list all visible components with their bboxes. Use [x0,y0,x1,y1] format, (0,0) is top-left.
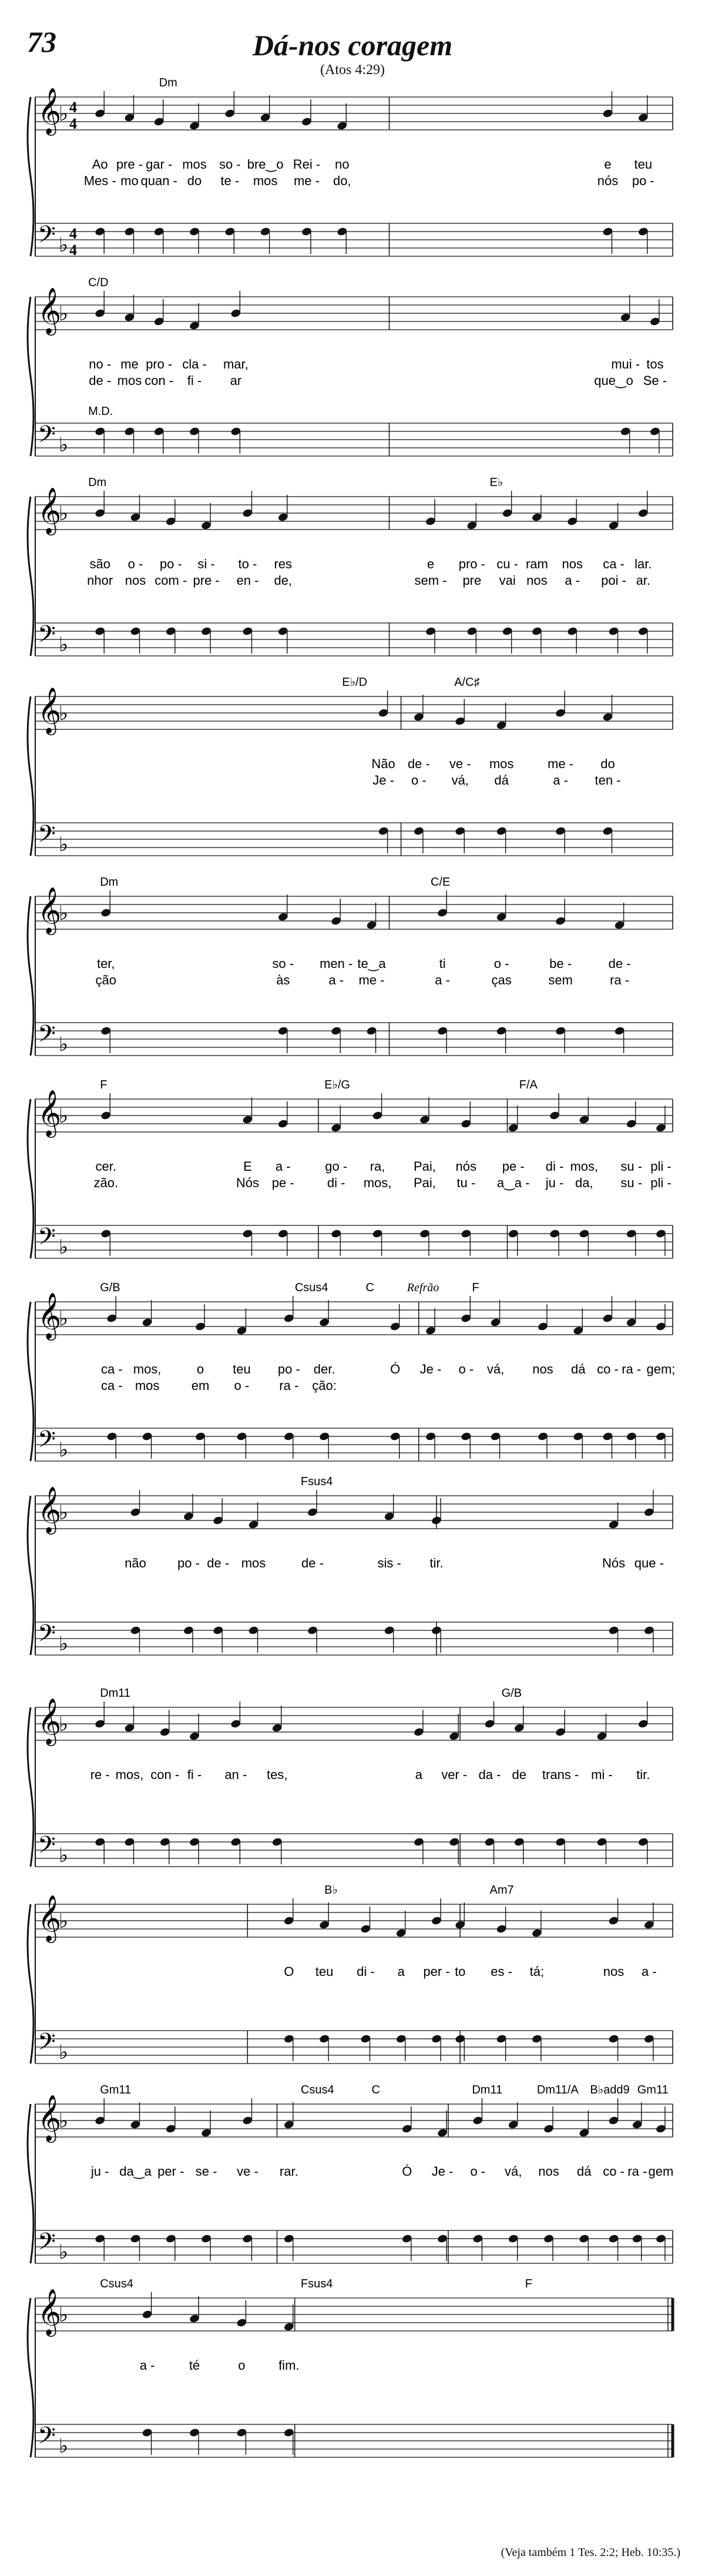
bass-clef: 𝄢 [38,2423,56,2454]
lyric-syllable-verse2: po - [632,173,654,188]
system-bracket [28,696,33,856]
lyric-syllable: to [455,1964,466,1979]
lyric-syllable: a - [275,1159,291,1174]
lyric-syllable: tir. [429,1556,444,1570]
lyric-syllable-verse2: mos, [363,1175,392,1190]
lyric-syllable: ter, [96,956,115,971]
lyric-syllable-verse2: mos [253,173,278,188]
key-signature-flat: ♭ [59,834,69,856]
key-signature-flat: ♭ [59,1106,69,1127]
lyric-syllable: de - [407,756,430,771]
music-system [28,676,673,856]
lyric-syllable: me - [548,756,574,771]
lyric-syllable: o - [127,557,143,571]
lyric-syllable-verse2: con - [145,373,174,388]
lyric-syllable: con - [150,1767,180,1782]
treble-clef: 𝄞 [38,1090,62,1135]
lyric-syllable: es - [491,1964,512,1979]
lyric-syllable: ra - [627,2164,647,2179]
lyric-syllable: Pai, [413,1159,436,1174]
lyric-syllable: cla - [182,357,207,371]
lyric-syllable-verse2: em [191,1378,210,1393]
chord-symbol: C/E [431,876,451,889]
lyric-syllable: teu [233,1362,251,1376]
music-system [28,1475,673,1655]
key-signature-flat: ♭ [59,1714,69,1736]
time-signature: 4 [69,225,77,242]
lyric-syllable: teu [315,1964,334,1979]
lyric-syllable-verse2: nhor [87,573,113,588]
lyric-syllable: de - [301,1556,324,1570]
lyric-syllable: a - [139,2358,155,2373]
chord-symbol: F [472,1281,479,1294]
lyric-syllable: Je - [431,2164,454,2179]
lyric-syllable: gar - [146,157,173,172]
lyric-syllable: nos [562,557,583,571]
bass-clef: 𝄢 [38,2029,56,2061]
lyric-syllable: Ó [402,2164,412,2179]
footnote: (Veja também 1 Tes. 2:2; Heb. 10:35.) [501,2546,680,2559]
lyric-syllable: so - [272,956,294,971]
bass-clef: 𝄢 [38,422,56,453]
lyric-syllable-verse2: me - [358,973,385,987]
lyric-syllable-verse2: mos [135,1378,160,1393]
refrain-marker: Refrão [407,1281,439,1294]
lyric-syllable: di - [357,1964,375,1979]
bass-clef: 𝄢 [38,1833,56,1864]
lyric-syllable: go - [325,1159,348,1174]
lyric-syllable-verse2: quan - [140,173,177,188]
chord-symbol: G/B [100,1281,120,1294]
time-signature: 4 [69,242,77,259]
lyric-syllable-verse2: tu - [456,1175,476,1190]
key-signature-flat: ♭ [59,2042,69,2064]
lyric-syllable: co - [597,1362,619,1376]
key-signature-flat: ♭ [59,2304,69,2326]
key-signature-flat: ♭ [59,1502,69,1524]
lyric-syllable: tá; [529,1964,545,1979]
bass-clef: 𝄢 [38,222,56,253]
lyric-syllable-verse2: a - [553,773,568,788]
lyric-syllable-verse2: ças [491,973,512,987]
treble-clef: 𝄞 [38,1895,62,1940]
lyric-syllable: E [243,1159,252,1174]
lyric-syllable: per - [423,1964,450,1979]
chord-symbol: F/A [519,1078,538,1091]
chord-symbol: Dm [100,876,119,889]
chord-symbol: A/C♯ [454,676,480,689]
bass-clef: 𝄢 [38,622,56,653]
chord-symbol: Dm [159,76,177,89]
lyric-syllable: men - [320,956,353,971]
scripture-reference: (Atos 4:29) [320,62,385,78]
system-bracket [28,1707,33,1867]
key-signature-flat: ♭ [59,235,69,256]
chord-symbol: C [365,1281,374,1294]
treble-clef: 𝄞 [38,488,62,532]
music-system [28,876,673,1056]
right-hand-marker: M.D. [88,405,113,418]
lyric-syllable: da‿a [119,2164,152,2179]
lyric-syllable: o - [494,956,509,971]
lyric-syllable: teu [634,157,653,172]
lyric-syllable: dá [571,1362,586,1376]
lyric-syllable-verse2: nos [125,573,146,588]
time-signature: 4 [69,99,77,116]
lyric-syllable-verse2: a - [328,973,344,987]
lyric-syllable: mi - [591,1767,613,1782]
lyric-syllable-verse2: sem - [414,573,447,588]
chord-symbol: C [371,2083,380,2096]
chord-symbol: Fsus4 [300,2277,333,2290]
lyric-syllable-verse2: pre - [193,573,220,588]
lyric-syllable-verse2: da, [575,1175,593,1190]
key-signature-flat: ♭ [59,503,69,525]
lyric-syllable-verse2: ra - [610,973,630,987]
lyric-syllable: do [600,756,615,771]
lyric-syllable: o - [458,1362,474,1376]
lyric-syllable: to - [238,557,257,571]
key-signature-flat: ♭ [59,2242,69,2263]
lyric-syllable: no - [89,357,112,371]
treble-clef: 𝄞 [38,1293,62,1338]
key-signature-flat: ♭ [59,2436,69,2457]
lyric-syllable: re - [90,1767,110,1782]
lyric-syllable-verse2: Nós [236,1175,260,1190]
lyric-syllable-verse2: zão. [93,1175,119,1190]
lyric-syllable-verse2: me - [293,173,320,188]
treble-clef: 𝄞 [38,88,62,133]
lyric-syllable: pro - [146,357,173,371]
system-bracket [28,1904,33,2064]
lyric-syllable: so - [219,157,241,172]
music-system [28,1687,673,1867]
lyric-syllable: ram [525,557,548,571]
lyric-syllable: té [189,2358,200,2373]
lyric-syllable: nos [603,1964,625,1979]
treble-clef: 𝄞 [38,887,62,932]
key-signature-flat: ♭ [59,103,69,125]
bass-clef: 𝄢 [38,2229,56,2260]
lyric-syllable: lar. [634,557,652,571]
lyric-syllable-verse2: Pai, [413,1175,436,1190]
lyric-syllable-verse2: pe - [271,1175,294,1190]
lyric-syllable: si - [197,557,215,571]
treble-clef: 𝄞 [38,688,62,732]
lyric-syllable: ve - [237,2164,258,2179]
lyric-syllable: fim. [278,2358,300,2373]
chord-symbol: Dm11 [100,1687,131,1700]
lyric-syllable: nos [538,2164,559,2179]
key-signature-flat: ♭ [59,1439,69,1461]
lyric-syllable: ju - [90,2164,109,2179]
lyric-syllable-verse2: pli - [650,1175,672,1190]
lyric-syllable-verse2: sem [548,973,573,987]
lyric-syllable: Nós [602,1556,626,1570]
lyric-syllable-verse2: o - [411,773,427,788]
lyric-syllable: di - [545,1159,564,1174]
lyric-syllable: te‿a [357,956,386,971]
lyric-syllable-verse2: mos [117,373,142,388]
lyric-syllable: fi - [187,1767,202,1782]
lyric-syllable: dá [577,2164,592,2179]
treble-clef: 𝄞 [38,288,62,333]
lyric-syllable-verse2: ção: [312,1378,337,1393]
lyric-syllable: der. [313,1362,335,1376]
lyric-syllable: ra, [370,1159,385,1174]
bass-clef: 𝄢 [38,1021,56,1053]
song-title: Dá-nos coragem [252,29,453,62]
key-signature-flat: ♭ [59,1308,69,1330]
bass-clef: 𝄢 [38,1621,56,1652]
key-signature-flat: ♭ [59,434,69,456]
lyric-syllable: nós [455,1159,477,1174]
system-bracket [28,2298,33,2457]
lyric-syllable: co - [603,2164,625,2179]
lyric-syllable: me [120,357,139,371]
lyric-syllable: pro - [458,557,485,571]
key-signature-flat: ♭ [59,1911,69,1932]
lyric-syllable: mos [241,1556,266,1570]
lyric-syllable: ca - [603,557,625,571]
time-signature: 4 [69,115,77,132]
lyric-syllable-verse2: com - [155,573,187,588]
chord-symbol: Csus4 [294,1281,328,1294]
lyric-syllable: de [512,1767,526,1782]
key-signature-flat: ♭ [59,303,69,325]
lyric-syllable-verse2: Mes - [83,173,116,188]
lyric-syllable-verse2: en - [236,573,259,588]
lyric-syllable: mos [489,756,514,771]
lyric-syllable: mos, [133,1362,162,1376]
lyric-syllable: O [284,1964,294,1979]
lyric-syllable: mos, [570,1159,599,1174]
lyric-syllable: nos [532,1362,553,1376]
lyric-syllable: Je - [419,1362,442,1376]
lyric-syllable-verse2: ten - [595,773,621,788]
lyric-syllable: sis - [377,1556,401,1570]
lyric-syllable: da - [478,1767,501,1782]
lyric-syllable: Ó [390,1362,401,1376]
lyric-syllable: o [238,2358,246,2373]
lyric-syllable: be - [549,956,572,971]
lyric-syllable-verse2: mo [120,173,139,188]
chord-symbol: E♭/D [342,676,368,689]
lyric-syllable: su - [620,1159,643,1174]
chord-symbol: Csus4 [300,2083,334,2096]
lyric-syllable-verse2: o - [234,1378,250,1393]
system-bracket [28,1496,33,1655]
lyric-syllable: ve - [449,756,471,771]
music-system [28,2277,673,2457]
music-system [28,76,673,256]
chord-symbol: B♭ [324,1884,338,1897]
lyric-syllable: não [125,1556,146,1570]
music-system [28,1078,673,1258]
music-system [28,276,673,456]
lyric-syllable-verse2: a - [565,573,580,588]
lyric-syllable: tos [646,357,664,371]
music-system [28,476,673,656]
lyric-syllable: pre - [116,157,143,172]
lyric-syllable: vá, [505,2164,522,2179]
lyric-syllable: mos [182,157,207,172]
lyric-syllable: cu - [496,557,518,571]
lyric-syllable: o - [470,2164,486,2179]
chord-symbol: Am7 [489,1884,514,1897]
chord-symbol: Dm [88,476,107,489]
lyric-syllable: trans - [542,1767,579,1782]
treble-clef: 𝄞 [38,1699,62,1743]
key-signature-flat: ♭ [59,1034,69,1056]
chord-symbol: Csus4 [100,2277,133,2290]
lyric-syllable-verse2: poi - [601,573,626,588]
lyric-syllable: gem [648,2164,674,2179]
bass-clef: 𝄢 [38,1224,56,1255]
lyric-syllable-verse2: nos [526,573,548,588]
chord-symbol: G/B [501,1687,522,1700]
treble-clef: 𝄞 [38,1487,62,1532]
lyric-syllable-verse2: vai [499,573,516,588]
lyric-syllable: rar. [279,2164,298,2179]
lyric-syllable: o [196,1362,204,1376]
lyric-syllable: pe - [502,1159,525,1174]
lyric-syllable: se - [195,2164,217,2179]
chord-symbol: Dm11 [472,2083,503,2096]
key-signature-flat: ♭ [59,1237,69,1258]
lyric-syllable: tir. [636,1767,650,1782]
lyric-syllable: mar, [223,357,249,371]
lyric-syllable: mui - [611,357,640,371]
music-system [28,1884,673,2064]
lyric-syllable: a [397,1964,405,1979]
song-number: 73 [27,25,56,58]
system-bracket [28,1302,33,1461]
chord-symbol: F [100,1078,108,1091]
lyric-syllable: Não [371,756,395,771]
lyric-syllable-verse2: de - [89,373,112,388]
key-signature-flat: ♭ [59,903,69,924]
chord-symbol: Gm11 [637,2083,669,2096]
lyric-syllable: ca - [100,1362,123,1376]
lyric-syllable: de - [608,956,631,971]
lyric-syllable-verse2: às [276,973,290,987]
lyric-syllable: mos, [115,1767,144,1782]
lyric-syllable-verse2: fi - [187,373,202,388]
lyric-syllable: de - [207,1556,230,1570]
lyric-syllable: per - [157,2164,184,2179]
system-bracket [28,97,33,256]
lyric-syllable: a [415,1767,423,1782]
chord-symbol: B♭add9 [590,2083,630,2096]
lyric-syllable-verse2: pre [462,573,482,588]
lyric-syllable: ti [439,956,446,971]
lyric-syllable-verse2: a - [435,973,450,987]
lyric-syllable: pli - [650,1159,672,1174]
lyric-syllable: gem; [646,1362,676,1376]
lyric-syllable-verse2: Se - [643,373,667,388]
lyric-syllable-verse2: nós [597,173,619,188]
key-signature-flat: ♭ [59,703,69,725]
lyric-syllable-verse2: de, [274,573,293,588]
chord-symbol: E♭/G [324,1078,350,1091]
lyric-syllable-verse2: do, [333,173,351,188]
chord-symbol: F [525,2277,533,2290]
bass-clef: 𝄢 [38,822,56,853]
system-bracket [28,497,33,656]
lyric-syllable-verse2: dá [494,773,509,788]
lyric-syllable: Ao [92,157,108,172]
lyric-syllable: a - [642,1964,657,1979]
system-bracket [28,896,33,1056]
lyric-syllable: po - [159,557,182,571]
lyric-syllable-verse2: ju - [545,1175,564,1190]
lyric-syllable-verse2: que‿o [594,373,633,388]
lyric-syllable: e [427,557,435,571]
lyric-syllable: ra - [622,1362,642,1376]
lyric-syllable-verse2: ar. [636,573,651,588]
bass-clef: 𝄢 [38,1427,56,1458]
lyric-syllable: ver - [441,1767,468,1782]
system-bracket [28,1099,33,1258]
lyric-syllable: que - [634,1556,664,1570]
lyric-syllable: po - [177,1556,200,1570]
chord-symbol: Gm11 [100,2083,132,2096]
lyric-syllable: bre‿o [247,157,284,172]
lyric-syllable-verse2: vá, [451,773,469,788]
lyric-syllable-verse2: te - [220,173,240,188]
treble-clef: 𝄞 [38,2095,62,2140]
lyric-syllable: res [274,557,293,571]
lyric-syllable-verse2: di - [327,1175,345,1190]
lyric-syllable-verse2: ção [95,973,116,987]
key-signature-flat: ♭ [59,634,69,656]
lyric-syllable: cer. [95,1159,116,1174]
key-signature-flat: ♭ [59,2111,69,2132]
lyric-syllable: no [335,157,350,172]
lyric-syllable-verse2: do [187,173,202,188]
chord-symbol: E♭ [489,476,503,489]
lyric-syllable: po - [277,1362,300,1376]
treble-clef: 𝄞 [38,2289,62,2334]
music-system [28,2083,673,2263]
chord-symbol: Dm11/A [536,2083,579,2096]
lyric-syllable: Rei - [293,157,321,172]
lyric-syllable-verse2: ca - [100,1378,123,1393]
lyric-syllable-verse2: ra - [279,1378,299,1393]
lyric-syllable: tes, [266,1767,288,1782]
lyric-syllable: são [89,557,110,571]
key-signature-flat: ♭ [59,1633,69,1655]
key-signature-flat: ♭ [59,1845,69,1867]
lyric-syllable-verse2: ar [230,373,242,388]
lyric-syllable-verse2: su - [620,1175,643,1190]
lyric-syllable-verse2: Je - [372,773,394,788]
lyric-syllable: e [604,157,612,172]
music-system [28,1281,675,1461]
chord-symbol: C/D [88,276,109,289]
chord-symbol: Fsus4 [300,1475,333,1488]
lyric-syllable: vá, [486,1362,505,1376]
lyric-syllable-verse2: a‿a - [496,1175,530,1190]
system-bracket [28,297,33,456]
system-bracket [28,2104,33,2263]
lyric-syllable: an - [224,1767,247,1782]
